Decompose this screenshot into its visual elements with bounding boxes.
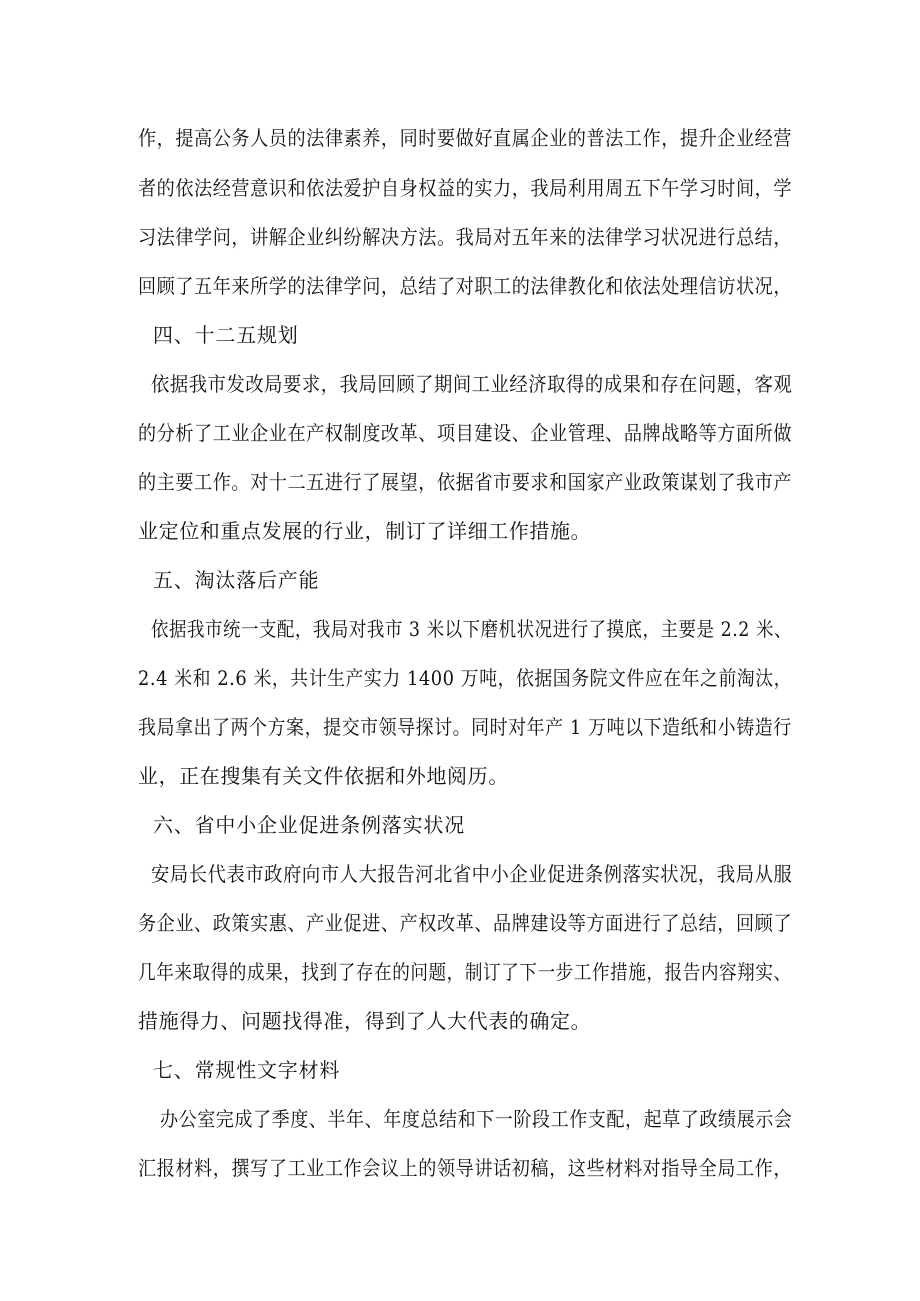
body-line: 的分析了工业企业在产权制度改革、项目建设、企业管理、品牌战略等方面所做 [138,421,793,445]
section-heading: 五、淘汰落后产能 [153,568,320,592]
body-line: 业定位和重点发展的行业，制订了详细工作措施。 [138,519,592,543]
body-line: 几年来取得的成果，找到了存在的问题，制订了下一步工作措施，报告内容翔实、 [138,960,792,984]
section-heading: 七、常规性文字材料 [153,1058,341,1082]
body-line: 安局长代表市政府向市人大报告河北省中小企业促进条例落实状况，我局从服 [151,862,793,886]
body-line: 回顾了五年来所学的法律学问，总结了对职工的法律教化和依法处理信访状况， [138,274,793,298]
body-line: 办公室完成了季度、半年、年度总结和下一阶段工作支配，起草了政绩展示会 [160,1107,793,1131]
body-line: 习法律学问，讲解企业纠纷解决方法。我局对五年来的法律学习状况进行总结， [138,225,793,249]
body-line: 措施得力、问题找得准，得到了人大代表的确定。 [138,1009,592,1033]
section-heading: 四、十二五规划 [153,323,299,347]
body-line: 汇报材料，撰写了工业工作会议上的领导讲话初稿，这些材料对指导全局工作， [138,1156,793,1180]
body-line: 依据我市统一支配，我局对我市 3 米以下磨机状况进行了摸底，主要是 2.2 米、 [151,617,792,641]
body-line: 者的依法经营意识和依法爱护自身权益的实力，我局利用周五下午学习时间，学 [138,176,793,200]
body-line: 2.4 米和 2.6 米，共计生产实力 1400 万吨，依据国务院文件应在年之前淘汰， [138,666,793,690]
body-line: 我局拿出了两个方案，提交市领导探讨。同时对年产 1 万吨以下造纸和小铸造行 [138,715,792,739]
body-line: 的主要工作。对十二五进行了展望，依据省市要求和国家产业政策谋划了我市产 [138,470,793,494]
body-line: 作，提高公务人员的法律素养，同时要做好直属企业的普法工作，提升企业经营 [138,126,793,150]
body-line: 务企业、政策实惠、产业促进、产权改革、品牌建设等方面进行了总结，回顾了 [138,911,793,935]
section-heading: 六、省中小企业促进条例落实状况 [153,813,465,837]
body-line: 依据我市发改局要求，我局回顾了期间工业经济取得的成果和存在问题，客观 [151,372,793,396]
body-line: 业，正在搜集有关文件依据和外地阅历。 [138,764,509,788]
